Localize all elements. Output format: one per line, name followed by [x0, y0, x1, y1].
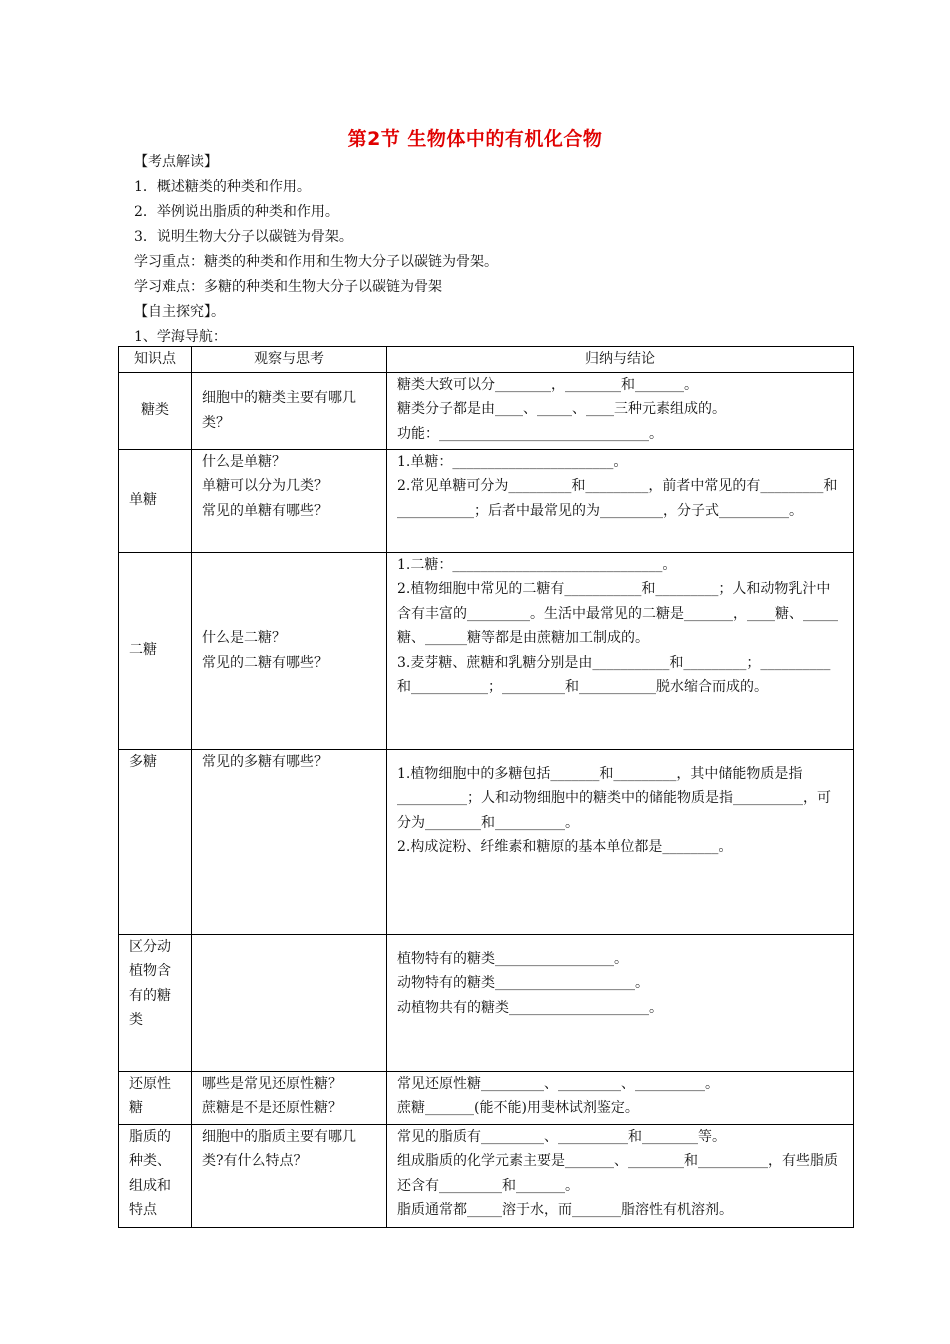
header-question: 观察与思考 [192, 347, 387, 373]
intro-section [134, 150, 854, 350]
topic-cell: 多糖 [119, 749, 192, 934]
question-cell: 什么是二糖？ 常见的二糖有哪些？ [192, 552, 387, 749]
study-nav-label: 1、学海导航： [134, 329, 227, 345]
fill-blank-line: 常见还原性糖_________、_________、__________。 [397, 1075, 719, 1092]
objective-3: 3．说明生物大分子以碳链为骨架。 [134, 229, 353, 245]
conclusion-cell [387, 749, 854, 934]
topic-cell: 还原性糖 [119, 1071, 192, 1124]
question-cell: 什么是单糖？ 单糖可以分为几类？ 常见的单糖有哪些？ [192, 449, 387, 552]
objective-2: 2．举例说出脂质的种类和作用。 [134, 204, 339, 220]
table-row [119, 552, 854, 749]
conclusion-cell [387, 372, 854, 449]
fill-blank-line: 动植物共有的糖类____________________。 [397, 999, 663, 1016]
question-cell: 细胞中的糖类主要有哪几类？ [192, 372, 387, 449]
table-row [119, 372, 854, 449]
fill-blank-line: 1.单糖：_______________________。 [397, 453, 628, 470]
fill-blank-line: 糖类大致可以分________，________和_______。 [397, 376, 698, 393]
conclusion-cell [387, 1071, 854, 1124]
fill-blank-line: 蔗糖_______(能不能)用斐林试剂鉴定。 [397, 1100, 639, 1116]
page-title: 第2节 生物体中的有机化合物 [347, 128, 603, 150]
question-cell: 哪些是常见还原性糖？ 蔗糖是不是还原性糖？ [192, 1071, 387, 1124]
fill-blank-line: 动物特有的糖类____________________。 [397, 975, 649, 991]
fill-blank-line: 糖类分子都是由____、_____、____三种元素组成的。 [397, 401, 726, 417]
topic-cell: 区分动植物含有的糖类 [119, 934, 192, 1071]
fill-blank-line: 常见的脂质有_________、__________和________等。 [397, 1128, 726, 1145]
table-header-row [119, 347, 854, 373]
conclusion-cell [387, 552, 854, 749]
table-row [119, 449, 854, 552]
topic-cell: 二糖 [119, 552, 192, 749]
fill-blank-line: 脂质通常都_____溶于水，而_______脂溶性有机溶剂。 [397, 1202, 733, 1218]
table-row [119, 1124, 854, 1227]
fill-blank-line: 植物特有的糖类_________________。 [397, 950, 628, 967]
difficult-point: 学习难点：多糖的种类和生物大分子以碳链为骨架 [134, 279, 442, 295]
table-row [119, 1071, 854, 1124]
fill-blank-line: 1.二糖：______________________________。 [397, 556, 677, 573]
conclusion-cell [387, 449, 854, 552]
fill-blank-line: 3.麦芽糖、蔗糖和乳糖分别是由___________和_________；__________和___________；_________和___________脱水缩合而成的。 [397, 654, 831, 695]
section-heading-kaodian: 【考点解读】 [134, 154, 218, 170]
table-row [119, 934, 854, 1071]
topic-cell: 脂质的种类、组成和特点 [119, 1124, 192, 1227]
fill-blank-line: 2.常见单糖可分为_________和_________，前者中常见的有_________和___________；后者中最常见的为_________，分子式__________。 [397, 478, 838, 519]
header-topic: 知识点 [119, 347, 192, 373]
conclusion-cell [387, 1124, 854, 1227]
header-conclusion: 归纳与结论 [387, 347, 854, 373]
question-cell: 常见的多糖有哪些？ [192, 749, 387, 934]
key-point: 学习重点：糖类的种类和作用和生物大分子以碳链为骨架。 [134, 254, 498, 270]
question-cell: 细胞中的脂质主要有哪几类?有什么特点？ [192, 1124, 387, 1227]
topic-cell: 单糖 [119, 449, 192, 552]
table-row [119, 749, 854, 934]
fill-blank-line: 2.构成淀粉、纤维素和糖原的基本单位都是________。 [397, 839, 733, 855]
fill-blank-line: 2.植物细胞中常见的二糖有___________和_________；人和动物乳汁中含有丰富的_________。生活中最常见的二糖是_______，____糖、_____糖、______糖等都是由蔗糖加工制成的。 [397, 581, 838, 646]
fill-blank-line: 组成脂质的化学元素主要是_______、________和__________，有些脂质还含有_________和_______。 [397, 1153, 838, 1194]
section-heading-explore: 【自主探究】。 [134, 304, 225, 320]
question-cell [192, 934, 387, 1071]
study-guide-table [118, 346, 854, 1228]
objective-1: 1．概述糖类的种类和作用。 [134, 179, 311, 195]
fill-blank-line: 1.植物细胞中的多糖包括_______和_________，其中储能物质是指__________；人和动物细胞中的糖类中的储能物质是指__________，可分为________和__________。 [397, 765, 831, 831]
conclusion-cell [387, 934, 854, 1071]
topic-cell: 糖类 [119, 372, 192, 449]
fill-blank-line: 功能：______________________________。 [397, 425, 663, 442]
